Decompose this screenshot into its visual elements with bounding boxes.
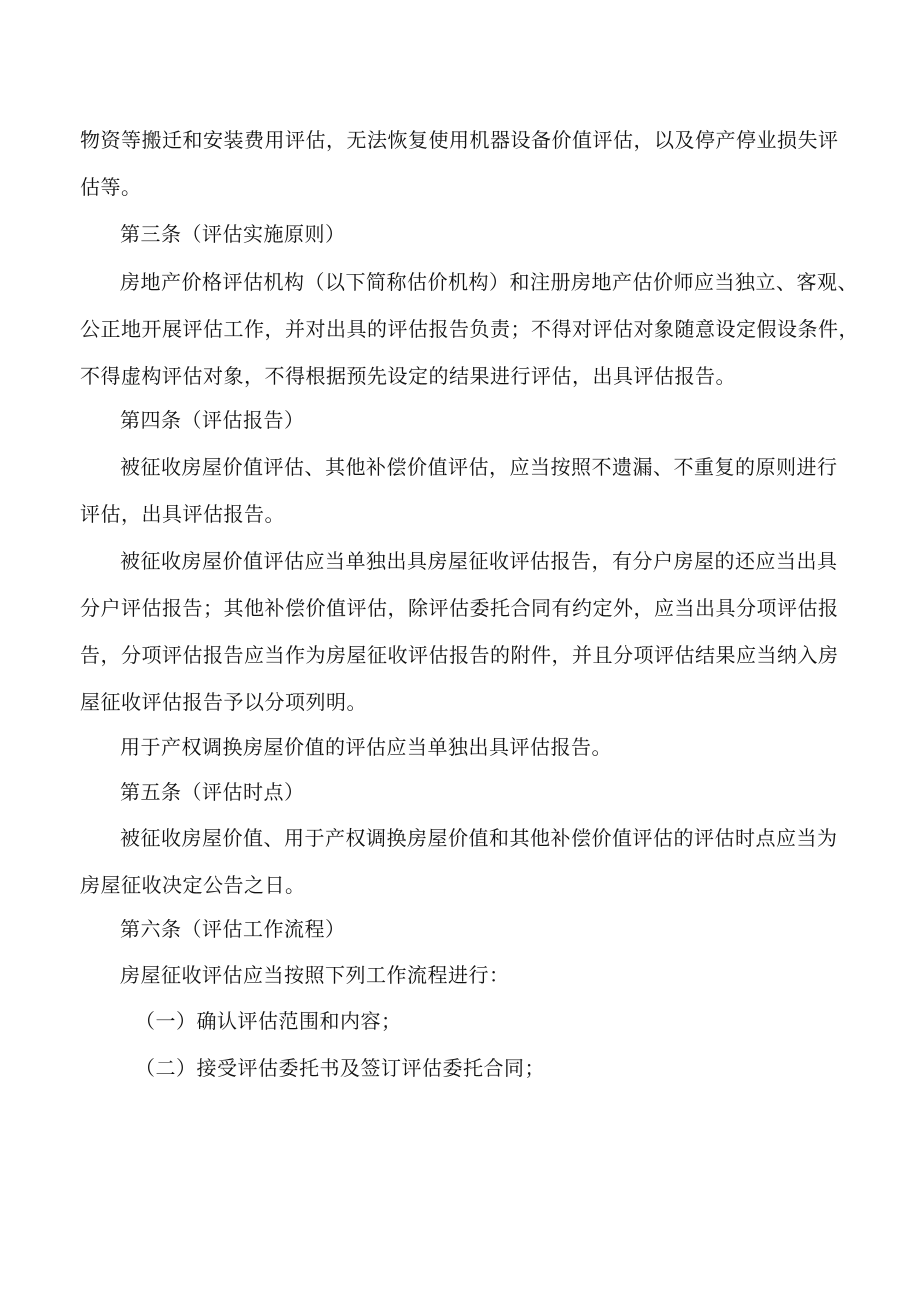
text-line: 评估，出具评估报告。	[80, 502, 285, 526]
text-line: 告，分项评估报告应当作为房屋征收评估报告的附件，并且分项评估结果应当纳入房	[80, 643, 839, 667]
text-line: 房屋征收评估应当按照下列工作流程进行：	[120, 963, 510, 987]
article-heading: 第三条（评估实施原则）	[120, 222, 346, 246]
text-line: 被征收房屋价值、用于产权调换房屋价值和其他补偿价值评估的评估时点应当为	[120, 826, 838, 850]
article-heading: 第六条（评估工作流程）	[120, 917, 346, 941]
article-heading: 第五条（评估时点）	[120, 780, 305, 804]
text-line: 不得虚构评估对象，不得根据预先设定的结果进行评估，出具评估报告。	[80, 364, 736, 388]
text-line: 被征收房屋价值评估、其他补偿价值评估，应当按照不遗漏、不重复的原则进行	[120, 455, 838, 479]
text-line: 屋征收评估报告予以分项列明。	[80, 690, 367, 714]
list-item: （一）确认评估范围和内容；	[135, 1009, 402, 1033]
list-item: （二）接受评估委托书及签订评估委托合同；	[135, 1056, 545, 1080]
text-line: 分户评估报告；其他补偿价值评估，除评估委托合同有约定外，应当出具分项评估报	[80, 596, 839, 620]
text-line: 估等。	[80, 175, 142, 199]
text-line: 公正地开展评估工作，并对出具的评估报告负责；不得对评估对象随意设定假设条件，	[80, 317, 859, 341]
text-line: 用于产权调换房屋价值的评估应当单独出具评估报告。	[120, 735, 612, 759]
text-line: 房地产价格评估机构（以下简称估价机构）和注册房地产估价师应当独立、客观、	[120, 270, 858, 294]
article-heading: 第四条（评估报告）	[120, 408, 305, 432]
text-line: 房屋征收决定公告之日。	[80, 873, 306, 897]
text-line: 物资等搬迁和安装费用评估，无法恢复使用机器设备价值评估，以及停产停业损失评	[80, 128, 839, 152]
text-line: 被征收房屋价值评估应当单独出具房屋征收评估报告，有分户房屋的还应当出具	[120, 549, 838, 573]
